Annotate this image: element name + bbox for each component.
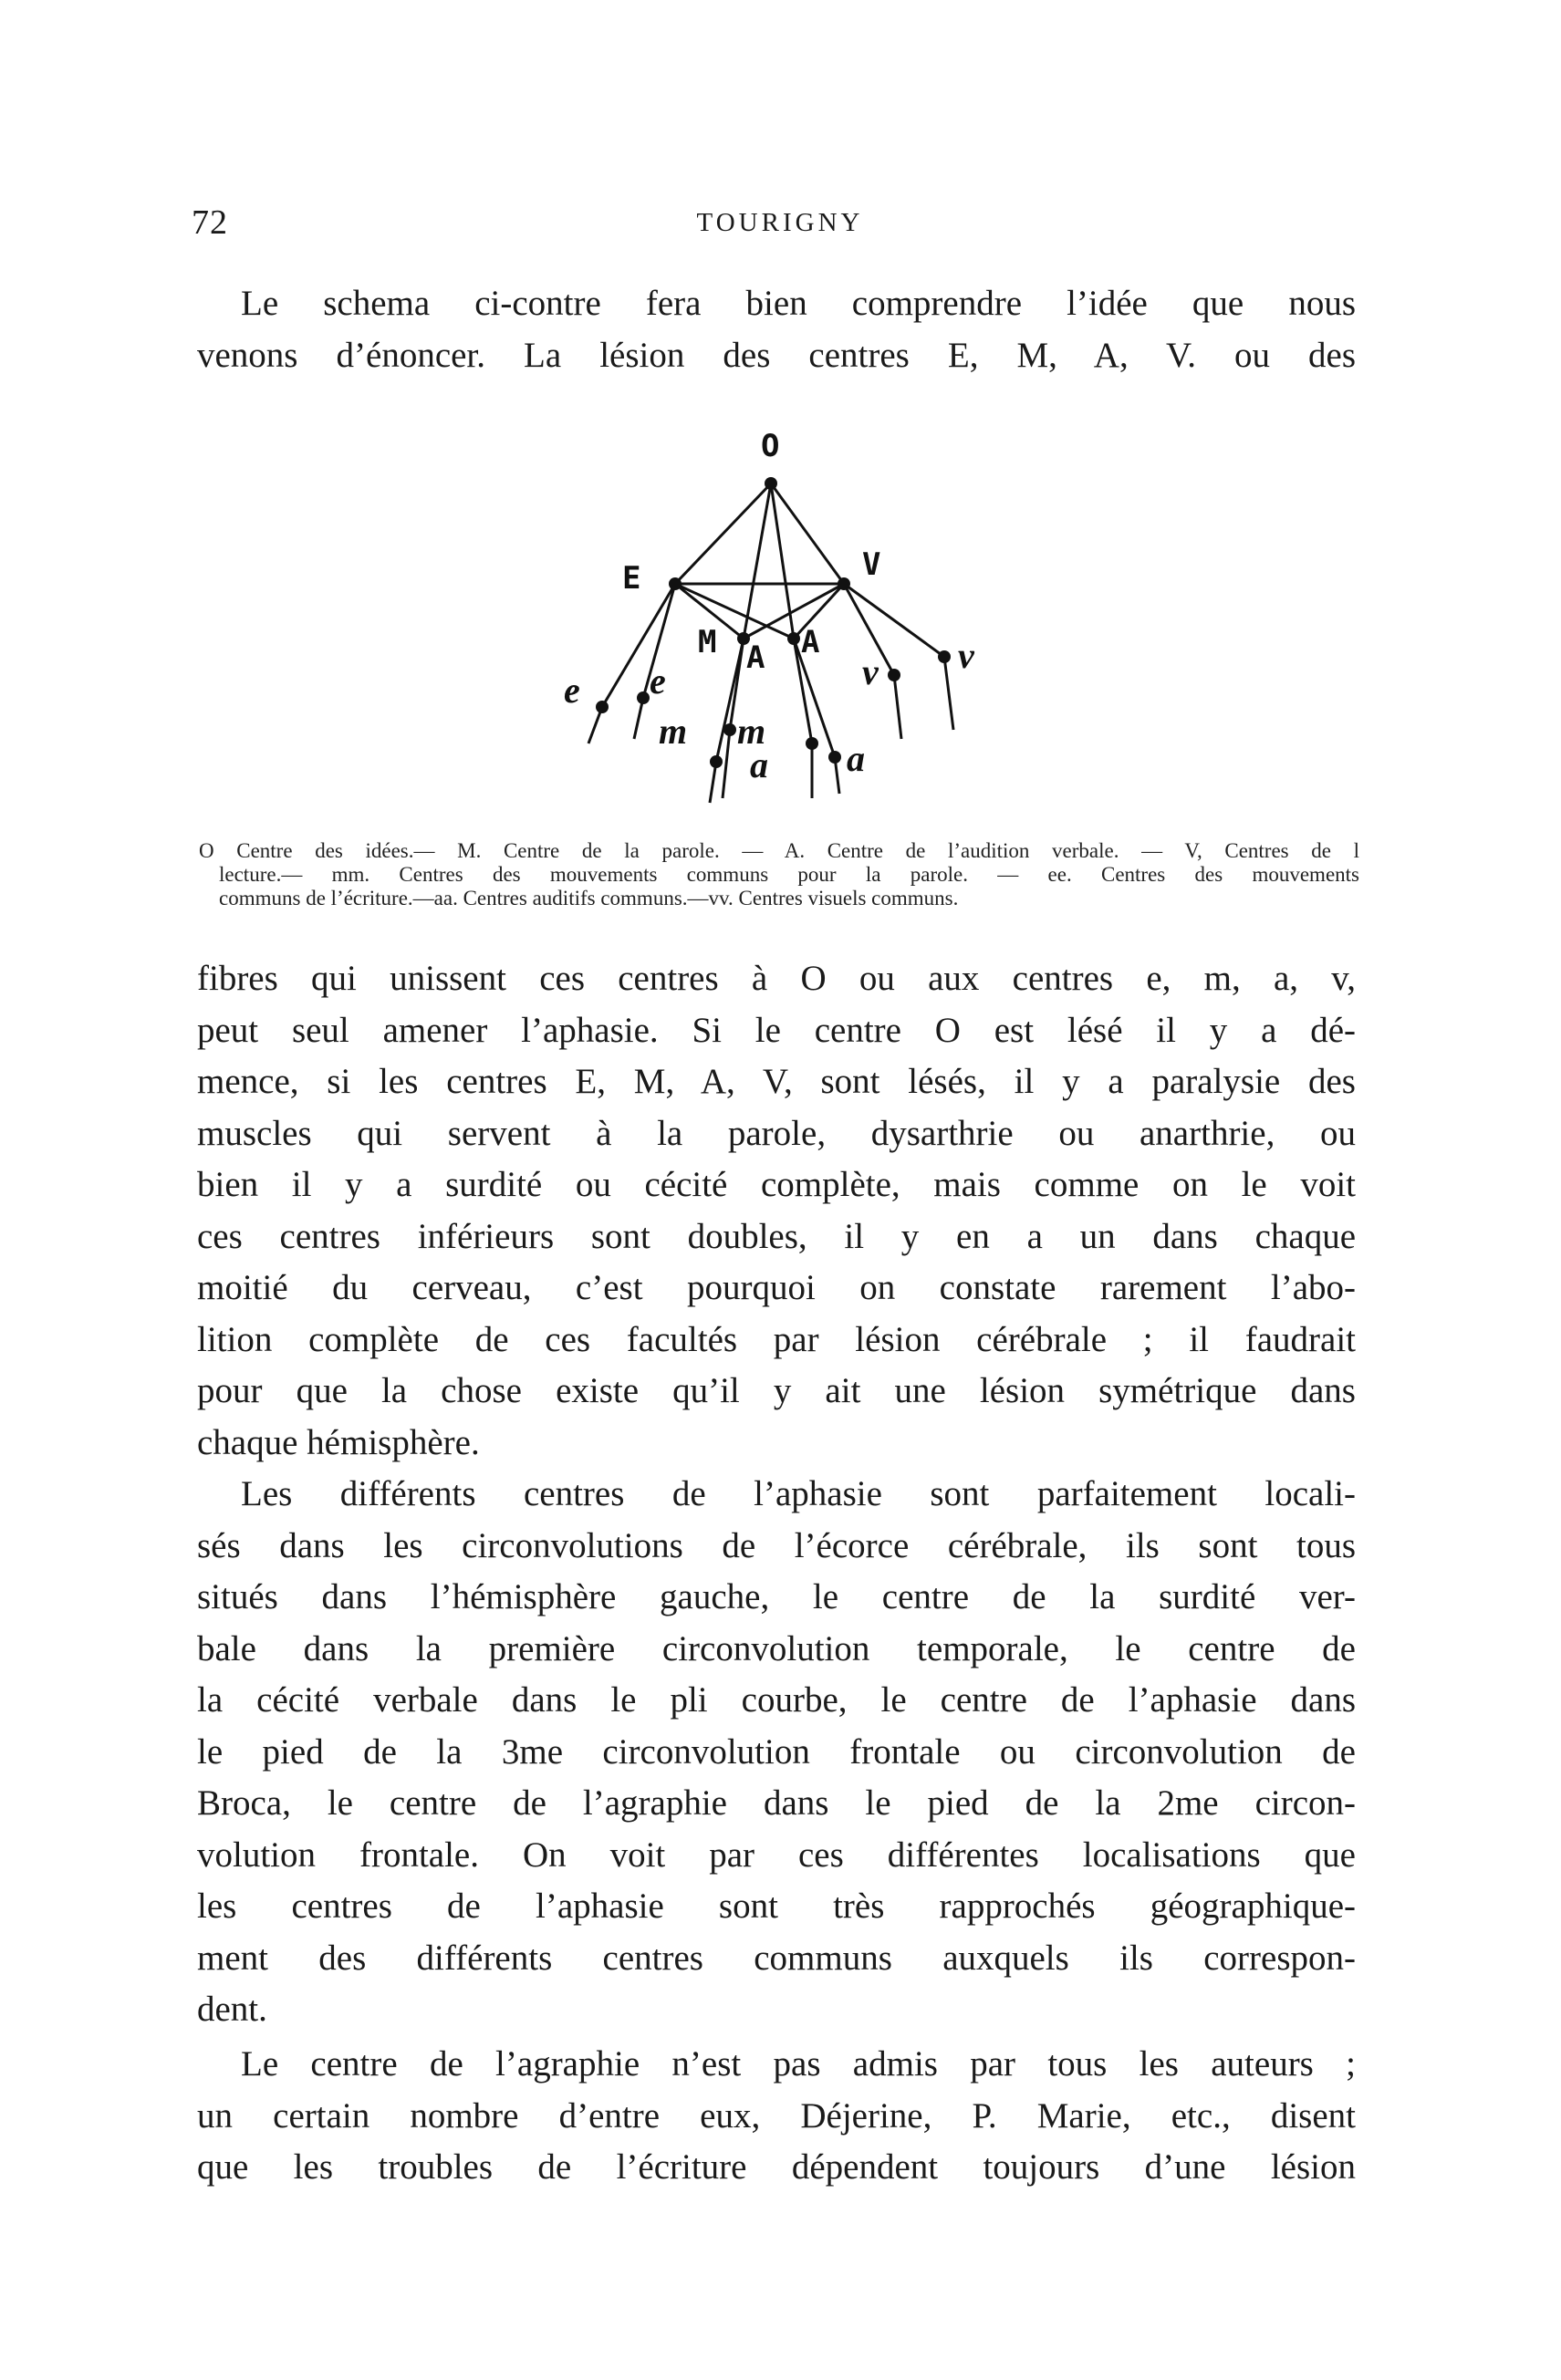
node-m-outer <box>710 755 723 768</box>
text-line: que les troubles de l’écriture dépendent toujours d’une lésion <box>197 2147 1356 2187</box>
page-number: 72 <box>192 203 228 242</box>
caption-line: lecture.— mm. Centres des mouvements communs pour la parole. — ee. Centres des mouvements <box>219 863 1359 886</box>
node-A-right <box>787 632 800 645</box>
body-paragraph-1 <box>197 953 1356 1469</box>
text-line: fibres qui unissent ces centres à O ou aux centres e, m, a, v, <box>197 959 1356 998</box>
node-e-inner <box>637 691 650 704</box>
text-line: bien il y a surdité ou cécité complète, mais comme on le voit <box>197 1165 1356 1204</box>
text-line: le pied de la 3me circonvolution frontale ou circonvolution de <box>197 1731 1356 1772</box>
text-line: situés dans l’hémisphère gauche, le centre de la surdité ver- <box>197 1577 1356 1616</box>
node-E <box>669 577 682 590</box>
body-paragraph-3 <box>197 2039 1356 2194</box>
text-line: ment des différents centres communs auxquels ils correspon- <box>197 1938 1356 1978</box>
text-line: moitié du cerveau, c’est pourquoi on constate rarement l’abo- <box>197 1268 1356 1307</box>
figure-caption <box>199 839 1359 910</box>
label-E: E <box>622 560 641 597</box>
label-M: M <box>698 624 717 660</box>
node-V <box>838 577 850 590</box>
text-line: ces centres inférieurs sont doubles, il y en a un dans chaque <box>197 1216 1356 1256</box>
text-line: un certain nombre d’entre eux, Déjerine, P. Marie, etc., disent <box>197 2095 1356 2136</box>
label-m-outer: m <box>659 711 688 752</box>
text-line: peut seul amener l’aphasie. Si le centre O est lésé il y a dé- <box>197 1010 1356 1050</box>
node-m-inner <box>723 723 736 736</box>
node-v-outer <box>938 650 951 663</box>
text-line: chaque hémisphère. <box>197 1422 480 1462</box>
text-line: sés dans les circonvolutions de l’écorce cérébrale, ils sont tous <box>197 1525 1356 1565</box>
running-head <box>192 203 1368 248</box>
label-A-left: A <box>746 639 765 676</box>
node-a-outer <box>828 751 841 764</box>
body-paragraph-2 <box>197 1469 1356 2036</box>
label-a-outer: a <box>847 738 865 779</box>
text-line: pour que la chose existe qu’il y ait une lésion symétrique dans <box>197 1371 1356 1410</box>
text-line: les centres de l’aphasie sont très rapprochés géographique- <box>197 1886 1356 1926</box>
caption-line: communs de l’écriture.—aa. Centres auditifs communs.—vv. Centres visuels communs. <box>219 887 959 909</box>
text-line: venons d’énoncer. La lésion des centres E, M, A, V. ou des <box>197 335 1356 375</box>
label-v-outer: v <box>958 635 974 676</box>
node-e-outer <box>596 701 609 713</box>
label-A-right: A <box>801 624 820 660</box>
text-line: dent. <box>197 1990 267 2029</box>
label-a-inner: a <box>750 744 768 785</box>
aphasia-schema-figure <box>511 429 1022 839</box>
label-e-outer: e <box>564 670 580 711</box>
text-line: Broca, le centre de l’agraphie dans le pied de la 2me circon- <box>197 1783 1356 1823</box>
text-line: mence, si les centres E, M, A, V, sont lésés, il y a paralysie des <box>197 1062 1356 1101</box>
label-V: V <box>862 546 881 583</box>
running-title: TOURIGNY <box>696 208 864 237</box>
intro-paragraph <box>197 278 1356 381</box>
node-O <box>765 477 777 490</box>
text-line: muscles qui servent à la parole, dysarthrie ou anarthrie, ou <box>197 1113 1356 1153</box>
text-line: lition complète de ces facultés par lésion cérébrale ; il faudrait <box>197 1319 1356 1359</box>
label-m-inner: m <box>737 711 766 752</box>
text-line: Le schema ci-contre fera bien comprendre l’idée que nous <box>241 284 1356 323</box>
aphasia-schema-diagram <box>511 429 1022 839</box>
text-line: Les différents centres de l’aphasie sont parfaitement locali- <box>241 1474 1356 1513</box>
text-line: volution frontale. On voit par ces différentes localisations que <box>197 1834 1356 1875</box>
text-line: bale dans la première circonvolution temporale, le centre de <box>197 1628 1356 1668</box>
text-line: la cécité verbale dans le pli courbe, le centre de l’aphasie dans <box>197 1680 1356 1720</box>
node-v-inner <box>888 669 900 681</box>
label-O: O <box>761 429 780 464</box>
text-line: Le centre de l’agraphie n’est pas admis par tous les auteurs ; <box>241 2044 1356 2084</box>
label-v-inner: v <box>862 651 879 692</box>
caption-line: O Centre des idées.— M. Centre de la parole. — A. Centre de l’audition verbale. — V, Centres de l <box>199 839 1359 862</box>
node-a-inner <box>806 737 818 750</box>
schema-connections <box>588 483 953 803</box>
label-e-inner: e <box>650 660 666 702</box>
